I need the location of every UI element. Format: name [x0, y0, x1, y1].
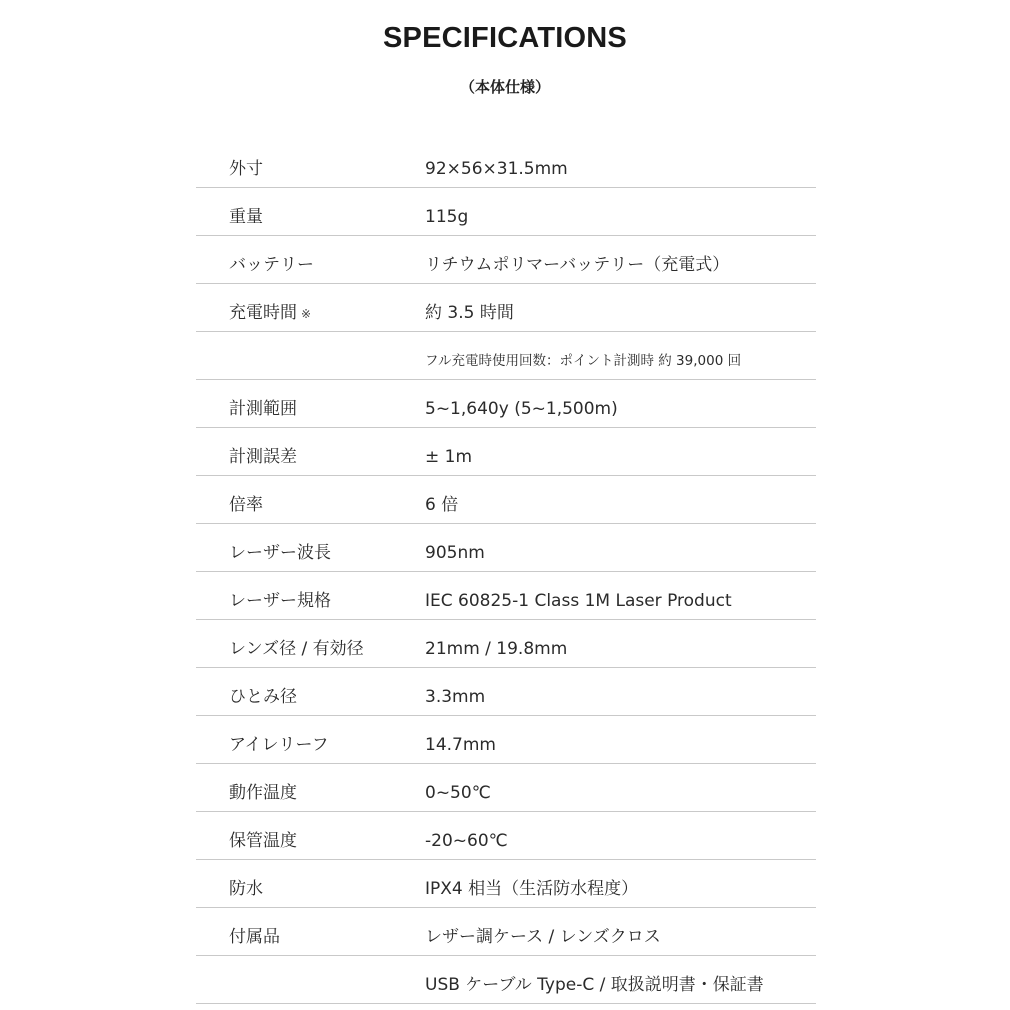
spec-label: 動作温度	[229, 783, 297, 803]
spec-label-wrap	[229, 298, 311, 323]
spec-row-storage-temp	[196, 812, 816, 860]
spec-row-waterproof	[196, 860, 816, 908]
spec-value: 0~50℃	[425, 783, 491, 803]
spec-label: レーザー規格	[229, 591, 331, 611]
spec-row-magnification	[196, 476, 816, 524]
spec-row-weight	[196, 188, 816, 236]
spec-row-charge-note	[196, 332, 816, 380]
spec-label: 計測誤差	[229, 447, 297, 467]
spec-label: 計測範囲	[229, 399, 297, 419]
spec-value: 6 倍	[425, 495, 459, 515]
spec-value: フル充電時使用回数：ポイント計測時 約 39,000 回	[425, 353, 742, 369]
spec-value: IPX4 相当（生活防水程度）	[425, 879, 639, 899]
spec-value: 905nm	[425, 543, 485, 563]
spec-row-laser-wavelength	[196, 524, 816, 572]
page-title: SPECIFICATIONS	[383, 22, 627, 54]
spec-label: 外寸	[229, 159, 263, 179]
spec-value: USB ケーブル Type-C / 取扱説明書・保証書	[425, 975, 764, 995]
spec-row-accessories	[196, 908, 816, 956]
spec-label: 保管温度	[229, 831, 297, 851]
spec-row-laser-standard	[196, 572, 816, 620]
spec-row-exit-pupil	[196, 668, 816, 716]
spec-row-range	[196, 380, 816, 428]
spec-row-charge-time	[196, 284, 816, 332]
page-subtitle: （本体仕様）	[459, 78, 550, 96]
spec-value: 21mm / 19.8mm	[425, 639, 568, 659]
spec-value: 92×56×31.5mm	[425, 159, 568, 179]
spec-row-eye-relief	[196, 716, 816, 764]
spec-label: 付属品	[229, 927, 280, 947]
spec-value: 約 3.5 時間	[425, 303, 514, 323]
spec-label: 倍率	[229, 495, 263, 515]
spec-value: 115g	[425, 207, 469, 227]
spec-row-battery	[196, 236, 816, 284]
spec-label: 防水	[229, 879, 263, 899]
spec-value: -20~60℃	[425, 831, 508, 851]
spec-row-accessories-cont	[196, 956, 816, 1004]
spec-label: アイレリーフ	[229, 735, 329, 755]
spec-value: 14.7mm	[425, 735, 496, 755]
spec-value: レザー調ケース / レンズクロス	[425, 927, 661, 947]
spec-value: IEC 60825-1 Class 1M Laser Product	[425, 591, 732, 611]
note-mark: ※	[301, 307, 312, 321]
spec-label: 重量	[229, 207, 263, 227]
spec-value: 5~1,640y (5~1,500m)	[425, 399, 618, 419]
spec-label: レーザー波長	[229, 543, 331, 563]
spec-row-lens-diameter	[196, 620, 816, 668]
spec-value: ± 1m	[425, 447, 473, 467]
spec-value: 3.3mm	[425, 687, 486, 707]
spec-label: バッテリー	[229, 255, 314, 275]
spec-table	[196, 140, 816, 1004]
spec-label: レンズ径 / 有効径	[229, 639, 364, 659]
spec-label: ひとみ径	[229, 687, 297, 707]
spec-label: 充電時間	[229, 303, 297, 323]
spec-row-dimensions	[196, 140, 816, 188]
spec-value: リチウムポリマーバッテリー（充電式）	[425, 255, 730, 275]
spec-row-accuracy	[196, 428, 816, 476]
spec-row-operating-temp	[196, 764, 816, 812]
